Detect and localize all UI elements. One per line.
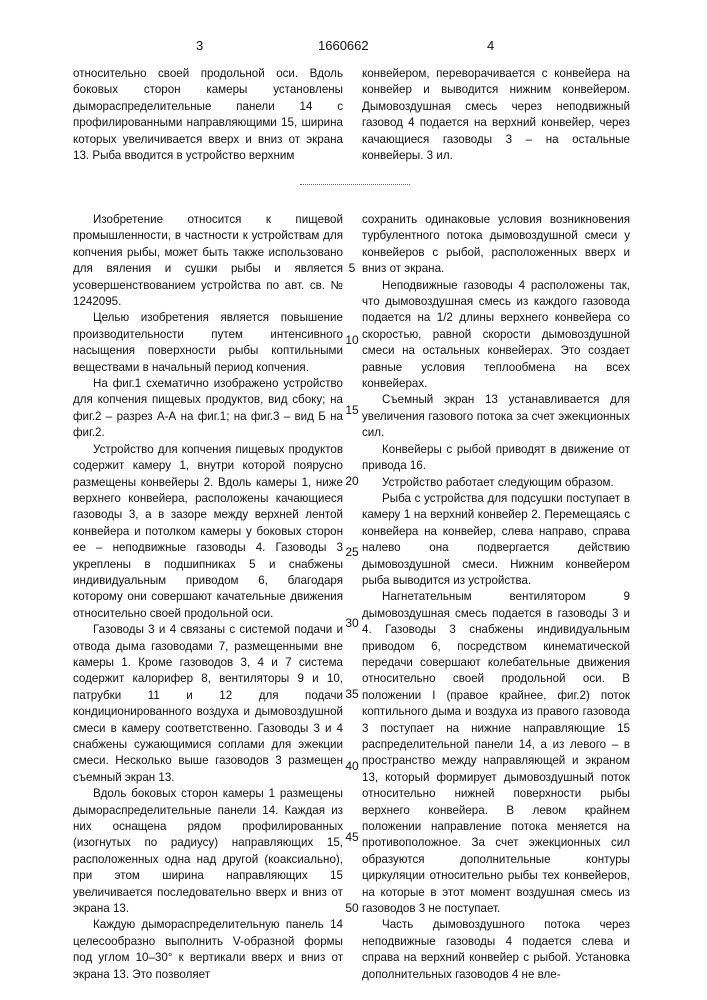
- section-divider: [300, 184, 410, 185]
- paragraph: Часть дымовоздушного потока через неподвижные газоводы 4 подается слева и справа на верхний конвейер с рыбой. Установка дополнительных газоводов 4 не вле-: [362, 917, 630, 983]
- paragraph: Нагнетательным вентилятором 9 дымовоздушная смесь подается в газоводы 3 и 4. Газоводы 3 снабжены индивидуальным приводом 6, посредством кинематической передачи совершают колебательные движения относительно своей продольной оси. В положении I (правое крайнее, фиг.2) поток коптильного дыма и воздуха из правого газовода 3 поступает на нижние направляющие 15 распределительной панели 14, а из левого – в пространство между направляющей и экраном 13, который формирует дымовоздушный поток относительно нижней поверхности рыбы верхнего конвейера. В левом крайнем положении направление потока меняется на противоположное. За счет эжекционных сил образуются дополнительные контуры циркуляции относительно рыбы тех конвейеров, на которые в этот момент воздушная смесь из газоводов 3 не поступает.: [362, 589, 630, 917]
- paragraph: Рыба с устройства для подсушки поступает в камеру 1 на верхний конвейер 2. Перемещаясь с конвейера на конвейер, слева направо, справа налево она подвергается действию дымовоздушной смеси. Нижним конвейером рыба выводится из устройства.: [362, 491, 630, 589]
- paragraph: Съемный экран 13 устанавливается для увеличения газового потока за счет эжекционных сил.: [362, 392, 630, 441]
- paragraph: Конвейеры с рыбой приводят в движение от привода 16.: [362, 442, 630, 475]
- paragraph: Изобретение относится к пищевой промышленности, в частности к устройствам для копчения рыбы, может быть также использовано для вяления и сушки рыбы и является усовершенствованием устройства по авт. св. № 1242095.: [73, 212, 343, 310]
- page-number-left: 3: [196, 38, 203, 53]
- paragraph: конвейером, переворачивается с конвейера на конвейер и выводится нижним конвейером. Дымовоздушная смесь через неподвижный газовод 4 подается на верхний конвейер, через качающиеся газоводы 3 – на остальные конвейеры. 3 ил.: [362, 66, 630, 164]
- line-number: 40: [345, 759, 359, 773]
- line-number: 50: [345, 901, 359, 915]
- line-number: 20: [345, 474, 359, 488]
- paragraph: Целью изобретения является повышение производительности путем интенсивного насыщения поверхности рыбы коптильными веществами в начальный период копчения.: [73, 310, 343, 376]
- page-number-right: 4: [487, 38, 494, 53]
- paragraph: сохранить одинаковые условия возникновения турбулентного потока дымовоздушной смеси у конвейеров с рыбой, расположенных вверх и вниз от экрана.: [362, 212, 630, 278]
- line-number: 5: [345, 261, 359, 275]
- line-number: 35: [345, 687, 359, 701]
- abstract-continuation-right: [362, 66, 630, 164]
- line-number: 45: [345, 830, 359, 844]
- paragraph: Вдоль боковых сторон камеры 1 размещены дымораспределительные панели 14. Каждая из них оснащена рядом профилированных (изогнутых по радиусу) направляющих 15, расположенных одна над другой (коаксиально), при этом ширина направляющих 15 увеличивается последовательно вверх и вниз от экрана 13.: [73, 786, 343, 917]
- paragraph: На фиг.1 схематично изображено устройство для копчения пищевых продуктов, вид сбоку; на фиг.2 – разрез А-А на фиг.1; на фиг.3 – вид Б на фиг.2.: [73, 376, 343, 442]
- description-left-column: [73, 212, 343, 983]
- paragraph: относительно своей продольной оси. Вдоль боковых сторон камеры установлены дымораспределительные панели 14 с профилированными направляющими 15, ширина которых увеличивается вверх и вниз от экрана 13. Рыба вводится в устройство верхним: [73, 66, 343, 164]
- line-number: 30: [345, 616, 359, 630]
- line-number: 25: [345, 545, 359, 559]
- description-right-column: [362, 212, 630, 983]
- paragraph: Неподвижные газоводы 4 расположены так, что дымовоздушная смесь из каждого газовода подается на 1/2 длины верхнего конвейера со скоростью, равной скорости дымовоздушной смеси на остальных конвейерах. Это создает равные условия теплообмена на всех конвейерах.: [362, 278, 630, 393]
- line-number: 15: [345, 403, 359, 417]
- paragraph: Устройство работает следующим образом.: [362, 475, 630, 491]
- paragraph: Устройство для копчения пищевых продуктов содержит камеру 1, внутри которой поярусно размещены конвейеры 2. Вдоль камеры 1, ниже верхнего конвейера, расположены качающиеся газоводы 3, а в зазоре между верхней лентой конвейера и потолком камеры у боковых сторон ее – неподвижные газоводы 4. Газоводы 3 укреплены в подшипниках 5 и снабжены индивидуальным приводом 6, благодаря которому они совершают качательные движения относительно своей продольной оси.: [73, 442, 343, 622]
- paragraph: Каждую дымораспределительную панель 14 целесообразно выполнить V-образной формы под углом 10–30° к вертикали вверх и вниз от экрана 13. Это позволяет: [73, 917, 343, 983]
- patent-number: 1660662: [318, 38, 369, 53]
- abstract-continuation-left: [73, 66, 343, 164]
- line-number: 10: [345, 333, 359, 347]
- paragraph: Газоводы 3 и 4 связаны с системой подачи и отвода дыма газоводами 7, размещенными вне камеры 1. Кроме газоводов 3, 4 и 7 система содержит калорифер 8, вентиляторы 9 и 10, патрубки 11 и 12 для подачи кондиционированного воздуха и дымовоздушной смеси в камеру соответственно. Газоводы 3 и 4 снабжены сужающимися соплами для эжекции смеси. Несколько выше газоводов 3 размещен съемный экран 13.: [73, 622, 343, 786]
